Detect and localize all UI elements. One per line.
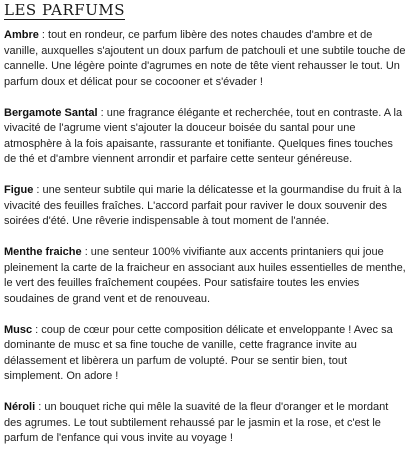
perfume-name: Figue [4, 184, 34, 196]
perfume-description: : une fragrance élégante et recherchée, tout en contraste. A la vivacité de l'agrume vient s'ajouter la douceur boisée du santal pour une atmosphère à la fois apaisante, rassurante et tonifiante. Quelques fines touches de thé et d'ambre viennent arrondir et parfaire cette senteur généreuse. [4, 106, 403, 165]
perfume-entry-ambre [4, 28, 408, 90]
perfume-entry-figue [4, 183, 408, 230]
perfume-description: : tout en rondeur, ce parfum libère des notes chaudes d'ambre et de vanille, auxquelles s'ajoutent un doux parfum de patchouli et une subtile touche de cannelle. Une légère pointe d'agrumes en note de tête vient rehausser le tout. Un parfum doux et délicat pour se cocooner et s'évader ! [4, 29, 406, 88]
perfume-name: Ambre [4, 29, 39, 41]
perfume-entry-musc [4, 323, 408, 385]
perfume-description: : coup de cœur pour cette composition délicate et enveloppante ! Avec sa dominante de musc et sa fine touche de vanille, cette fragrance invite au délassement et libèrera un parfum de volupté. Pour se sentir bien, tout simplement. On adore ! [4, 323, 393, 382]
perfume-name: Bergamote Santal [4, 106, 98, 119]
page-title: LES PARFUMS [4, 1, 125, 19]
perfume-name: Menthe fraiche [4, 246, 82, 258]
perfume-entry-bergamote-santal [4, 106, 408, 168]
perfume-entry-menthe-fraiche [4, 245, 408, 307]
perfume-description: : une senteur 100% vivifiante aux accents printaniers qui joue pleinement la carte de la fraicheur en associant aux huiles essentielles de menthe, le vert des feuilles fraîchement coupées. Pour satisfaire toutes les envies soudaines de grand vent et de renouveau. [4, 246, 406, 305]
perfume-descriptions [4, 0, 408, 462]
perfume-description: : un bouquet riche qui mêle la suavité de la fleur d'oranger et le mordant des agrumes. Le tout subtilement rehaussé par le jasmin et la rose, et c'est le parfum de l'enfance qui vous invite au voyage ! [4, 401, 389, 444]
perfume-description: : une senteur subtile qui marie la délicatesse et la gourmandise du fruit à la vivacité des feuilles fraîches. L'accord parfait pour raviver le doux souvenir des soirées d'été. Une rêverie indispensable à tout moment de l'année. [4, 184, 402, 227]
perfume-name: Musc [4, 323, 33, 336]
perfume-name: Néroli [4, 401, 36, 413]
perfume-entry-neroli [4, 400, 408, 447]
